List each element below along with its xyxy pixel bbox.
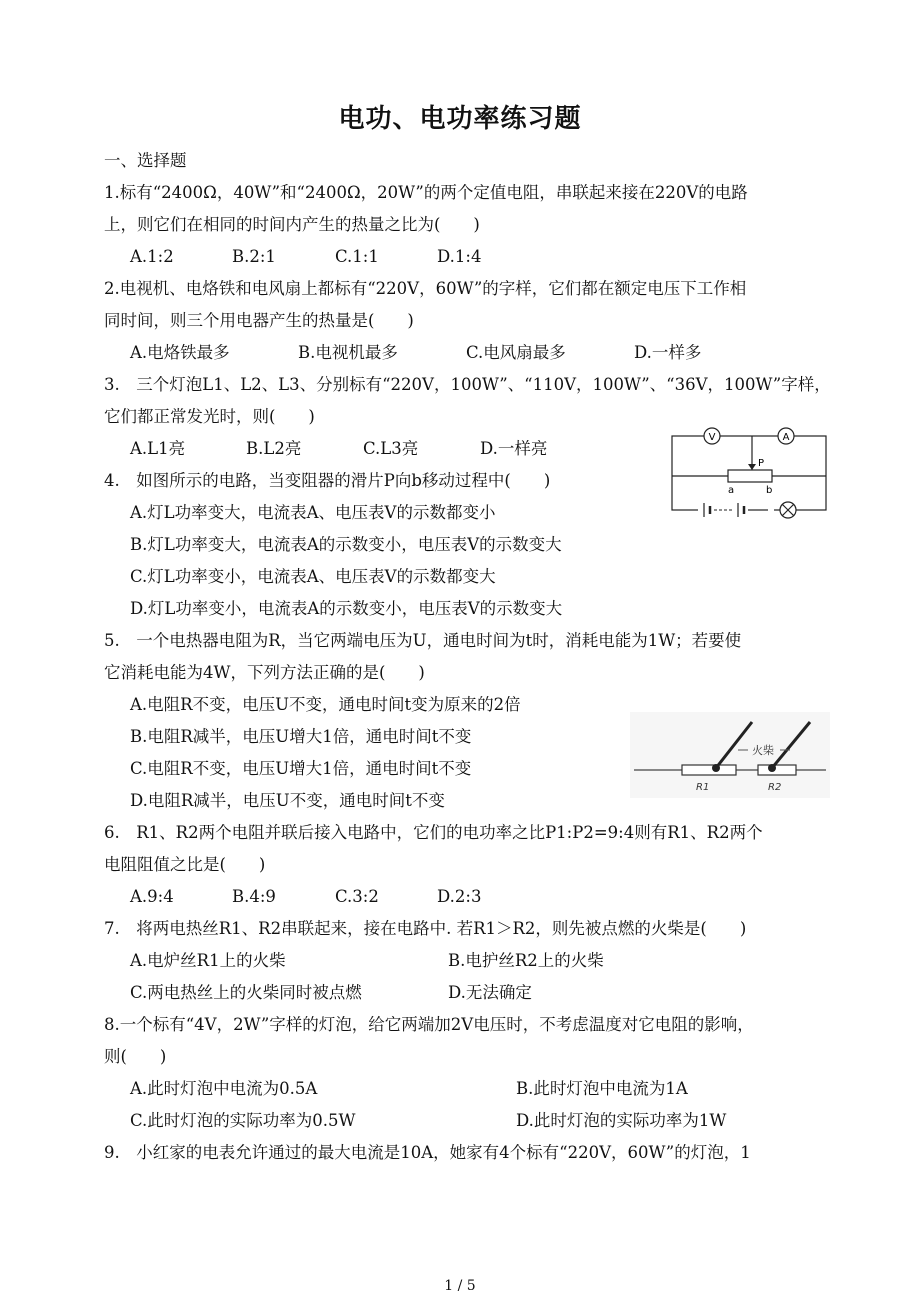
question-1-option-b: B.2:1	[232, 247, 276, 266]
question-5-line-1: 5. 一个电热器电阻为R，当它两端电压为U，通电时间为t时，消耗电能为1W；若要使	[104, 631, 742, 650]
question-8-line-1: 8.一个标有“4V，2W”字样的灯泡，给它两端加2V电压时，不考虑温度对它电阻的影响，	[104, 1015, 754, 1034]
ammeter-label: A	[782, 432, 790, 443]
question-2-option-c: C.电风扇最多	[466, 343, 566, 362]
question-3-line-1: 3. 三个灯泡L1、L2、L3、分别标有“220V，100W”、“110V，100W”、“36V，100W”字样，	[104, 375, 831, 394]
question-6-option-d: D.2:3	[437, 887, 482, 906]
slider-arrow-icon	[748, 464, 756, 470]
question-9-line-1: 9. 小红家的电表允许通过的最大电流是10A，她家有4个标有“220V，60W”的灯泡，1	[104, 1143, 751, 1162]
resistor-r1-icon	[682, 765, 736, 775]
question-7-option-b: B.电护丝R2上的火柴	[448, 951, 604, 970]
question-2-option-d: D.一样多	[634, 343, 702, 362]
r1-label: R1	[696, 782, 710, 793]
question-5-option-c: C.电阻R不变，电压U增大1倍，通电时间t不变	[130, 759, 472, 778]
question-1-line-2: 上，则它们在相同的时间内产生的热量之比为( )	[104, 215, 480, 234]
question-1-option-a: A.1:2	[130, 247, 174, 266]
question-1-option-d: D.1:4	[437, 247, 482, 266]
question-6-option-a: A.9:4	[130, 887, 174, 906]
rheostat-icon	[728, 470, 772, 482]
question-7-option-c: C.两电热丝上的火柴同时被点燃	[130, 983, 362, 1002]
question-7-option-a: A.电炉丝R1上的火柴	[130, 951, 286, 970]
question-6-option-b: B.4:9	[232, 887, 276, 906]
page-title: 电功、电功率练习题	[338, 104, 582, 134]
question-4-option-c: C.灯L功率变小，电流表A、电压表V的示数都变大	[130, 567, 496, 586]
question-8-line-2: 则( )	[104, 1047, 167, 1066]
question-6-option-c: C.3:2	[335, 887, 379, 906]
question-3-option-b: B.L2亮	[246, 439, 302, 458]
question-4-line-1: 4. 如图所示的电路，当变阻器的滑片P向b移动过程中( )	[104, 471, 551, 490]
question-5-line-2: 它消耗电能为4W，下列方法正确的是( )	[104, 663, 425, 682]
question-3-option-a: A.L1亮	[130, 439, 186, 458]
voltmeter-label: V	[708, 432, 716, 443]
question-3-option-c: C.L3亮	[363, 439, 419, 458]
r2-label: R2	[768, 782, 782, 793]
circuit-diagram	[668, 426, 830, 524]
section-heading: 一、选择题	[104, 151, 187, 170]
question-4-option-b: B.灯L功率变大，电流表A的示数变小，电压表V的示数变大	[130, 535, 562, 554]
question-4-option-d: D.灯L功率变小，电流表A的示数变小，电压表V的示数变大	[130, 599, 563, 618]
page-number: 1 / 5	[444, 1278, 476, 1294]
slider-label: P	[758, 458, 765, 469]
question-2-option-b: B.电视机最多	[298, 343, 398, 362]
question-6-line-2: 电阻阻值之比是( )	[104, 855, 266, 874]
question-2-option-a: A.电烙铁最多	[130, 343, 230, 362]
question-8-option-b: B.此时灯泡中电流为1A	[516, 1079, 688, 1098]
question-1-option-c: C.1:1	[335, 247, 379, 266]
question-8-option-d: D.此时灯泡的实际功率为1W	[516, 1111, 727, 1130]
matchstick-label: 火柴	[752, 744, 774, 757]
matchstick-diagram	[630, 712, 830, 798]
resistor-r2-icon	[758, 765, 796, 775]
question-2-line-2: 同时间，则三个用电器产生的热量是( )	[104, 311, 414, 330]
question-3-line-2: 它们都正常发光时，则( )	[104, 407, 315, 426]
question-5-option-d: D.电阻R减半，电压U不变，通电时间t不变	[130, 791, 445, 810]
question-1-line-1: 1.标有“2400Ω，40W”和“2400Ω，20W”的两个定值电阻，串联起来接在220V的电路	[104, 183, 748, 202]
question-8-option-a: A.此时灯泡中电流为0.5A	[130, 1079, 318, 1098]
terminal-a-label: a	[728, 485, 735, 496]
question-2-line-1: 2.电视机、电烙铁和电风扇上都标有“220V，60W”的字样，它们都在额定电压下工作相	[104, 279, 747, 298]
question-3-option-d: D.一样亮	[480, 439, 548, 458]
question-6-line-1: 6. R1、R2两个电阻并联后接入电路中，它们的电功率之比P1:P2=9:4则有R1、R2两个	[104, 823, 763, 842]
question-5-option-a: A.电阻R不变，电压U不变，通电时间t变为原来的2倍	[130, 695, 521, 714]
question-7-line-1: 7. 将两电热丝R1、R2串联起来，接在电路中. 若R1＞R2，则先被点燃的火柴是( )	[104, 919, 747, 938]
question-4-option-a: A.灯L功率变大，电流表A、电压表V的示数都变小	[130, 503, 496, 522]
question-8-option-c: C.此时灯泡的实际功率为0.5W	[130, 1111, 356, 1130]
terminal-b-label: b	[766, 485, 773, 496]
question-7-option-d: D.无法确定	[448, 983, 532, 1002]
question-5-option-b: B.电阻R减半，电压U增大1倍，通电时间t不变	[130, 727, 472, 746]
